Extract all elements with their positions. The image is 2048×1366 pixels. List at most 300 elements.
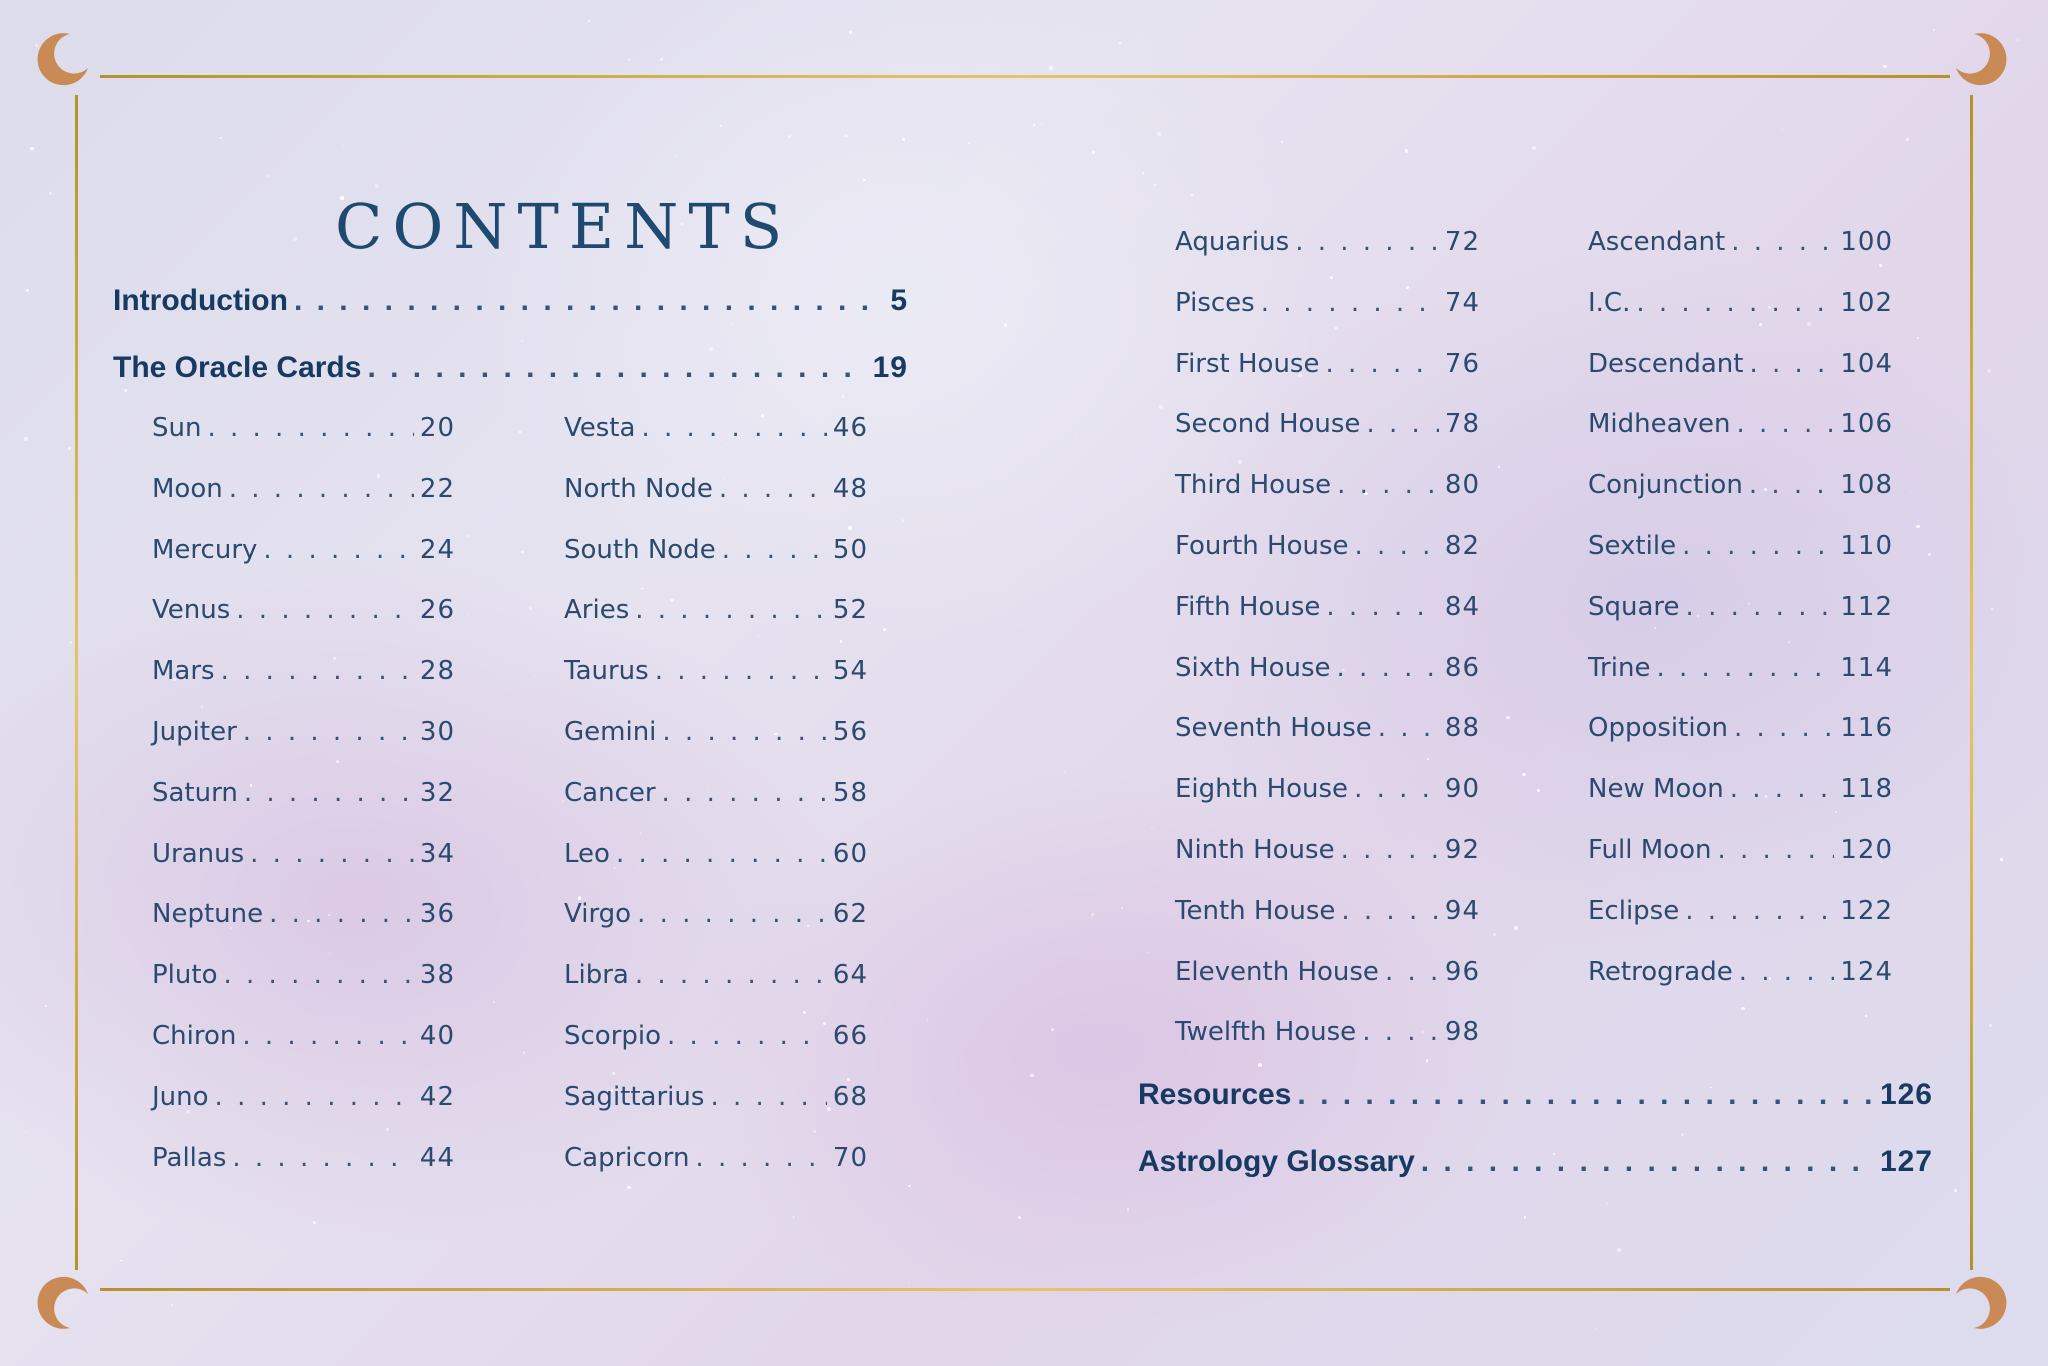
toc-entry-label: Capricorn (564, 1142, 690, 1173)
dot-leader (1636, 288, 1834, 318)
toc-entry[interactable] (1175, 349, 1480, 379)
dot-leader (1734, 713, 1834, 743)
star-dot (120, 1260, 122, 1262)
toc-entry-label: Mercury (152, 534, 258, 565)
toc-entry-page: 108 (1840, 470, 1893, 501)
dot-leader (1736, 409, 1834, 439)
toc-entry[interactable] (564, 1082, 868, 1112)
star-dot (628, 59, 630, 61)
toc-entry[interactable] (564, 656, 868, 686)
toc-entry[interactable] (1175, 531, 1480, 561)
star-dot (640, 832, 641, 833)
star-dot (468, 614, 469, 615)
toc-entry-page: 19 (872, 351, 908, 384)
toc-entry-label: Aquarius (1175, 227, 1290, 257)
star-dot (219, 137, 222, 140)
toc-entry-page: 36 (419, 899, 455, 930)
star-dot (1917, 337, 1919, 339)
star-dot (511, 181, 512, 182)
toc-entry-label: Saturn (152, 777, 238, 808)
toc-entry-page: 120 (1840, 835, 1893, 865)
dot-leader (250, 839, 414, 869)
star-dot (1537, 789, 1540, 792)
toc-entry[interactable] (152, 1082, 455, 1112)
crescent-moon-icon (30, 28, 94, 92)
toc-entry-label: Fourth House (1175, 531, 1349, 561)
star-dot (1091, 913, 1093, 915)
star-dot (1258, 1063, 1262, 1067)
dot-leader (1717, 835, 1834, 865)
star-dot (1238, 460, 1242, 464)
toc-entry[interactable] (152, 717, 455, 747)
dot-leader (207, 413, 413, 443)
toc-entry[interactable] (1175, 288, 1480, 318)
toc-entry[interactable] (1175, 957, 1480, 987)
dot-leader (1261, 288, 1439, 318)
toc-entry-page: 58 (832, 777, 868, 808)
frame-bottom-line (100, 1288, 1950, 1291)
page-title: CONTENTS (335, 190, 793, 263)
toc-entry[interactable] (152, 474, 455, 504)
dot-leader (229, 474, 414, 504)
dot-leader (616, 839, 827, 869)
star-dot (986, 108, 988, 110)
star-dot (30, 147, 34, 151)
dot-leader (242, 1021, 414, 1051)
toc-entry-label: Tenth House (1175, 895, 1336, 926)
star-dot (588, 20, 590, 22)
star-dot (1142, 172, 1144, 174)
toc-entry-page: 86 (1444, 652, 1480, 683)
toc-entry-page: 50 (832, 534, 868, 565)
toc-entry[interactable] (1175, 592, 1480, 622)
toc-entry[interactable] (1175, 653, 1480, 683)
dot-leader (1385, 957, 1439, 987)
toc-entry-label: Sextile (1588, 531, 1677, 561)
star-dot (24, 437, 28, 441)
star-dot (1075, 436, 1077, 438)
dot-leader (294, 284, 884, 318)
toc-entry-label: Full Moon (1588, 835, 1712, 865)
toc-entry[interactable] (564, 899, 868, 929)
star-dot (725, 444, 727, 446)
toc-entry-page: 74 (1444, 287, 1480, 318)
star-dot (641, 588, 642, 589)
star-dot (1906, 138, 1909, 141)
toc-entry-label: Uranus (152, 838, 245, 869)
star-dot (1759, 323, 1762, 326)
star-dot (1051, 1028, 1054, 1031)
dot-leader (1739, 957, 1835, 987)
star-dot (863, 179, 866, 182)
toc-entry-page: 40 (419, 1021, 455, 1051)
toc-entry-label: Vesta (564, 413, 636, 443)
toc-entry[interactable] (1588, 774, 1893, 804)
star-dot (1741, 1007, 1745, 1011)
dot-leader (367, 351, 866, 385)
toc-entry-page: 24 (419, 534, 455, 565)
toc-entry-label: Twelfth House (1175, 1017, 1357, 1048)
star-dot (313, 1221, 316, 1224)
star-dot (1335, 327, 1337, 329)
toc-entry-page: 104 (1840, 348, 1893, 379)
toc-entry[interactable] (1588, 409, 1893, 439)
star-dot (1151, 827, 1153, 829)
toc-entry-page: 30 (419, 717, 455, 747)
toc-entry-page: 42 (419, 1081, 455, 1112)
toc-entry[interactable] (1175, 1017, 1480, 1047)
toc-entry-label: The Oracle Cards (113, 351, 362, 384)
toc-entry[interactable] (1175, 713, 1480, 743)
toc-entry-page: 110 (1840, 531, 1893, 561)
toc-entry-page: 116 (1840, 713, 1893, 744)
toc-entry-page: 48 (832, 473, 868, 504)
dot-leader (1685, 896, 1834, 926)
dot-leader (641, 413, 826, 443)
toc-entry-label: Astrology Glossary (1138, 1145, 1415, 1178)
dot-leader (662, 778, 827, 808)
toc-entry-page: 20 (419, 413, 455, 443)
star-dot (1033, 124, 1035, 126)
toc-entry[interactable] (564, 1143, 868, 1173)
toc-entry-page: 96 (1444, 956, 1480, 987)
star-dot (758, 636, 759, 637)
toc-entry-label: Eclipse (1588, 895, 1680, 926)
dot-leader (1686, 592, 1835, 622)
toc-entry[interactable] (564, 1021, 868, 1051)
star-dot (627, 1186, 631, 1190)
toc-entry[interactable] (1588, 227, 1893, 257)
dot-leader (1656, 653, 1834, 683)
star-dot (45, 1005, 46, 1006)
star-dot (676, 155, 677, 156)
toc-entry-label: First House (1175, 348, 1320, 379)
toc-entry-label: Gemini (564, 717, 657, 747)
dot-leader (1326, 592, 1439, 622)
toc-entry-label: Seventh House (1175, 713, 1372, 744)
star-dot (124, 389, 126, 391)
toc-entry-label: Midheaven (1588, 409, 1731, 440)
toc-entry-label: Conjunction (1588, 470, 1743, 501)
star-dot (69, 641, 72, 644)
star-dot (375, 184, 379, 188)
star-dot (68, 447, 71, 450)
star-dot (1835, 811, 1837, 813)
toc-entry-label: Mars (152, 656, 215, 687)
toc-entry[interactable] (1588, 653, 1893, 683)
toc-entry[interactable] (1588, 470, 1893, 500)
toc-entry[interactable] (1588, 713, 1893, 743)
star-dot (1681, 1133, 1684, 1136)
star-dot (720, 125, 722, 127)
star-dot (386, 1128, 389, 1131)
star-dot (26, 1131, 28, 1133)
toc-entry[interactable] (152, 899, 455, 929)
star-dot (1013, 574, 1014, 575)
toc-entry-label: Opposition (1588, 713, 1728, 744)
toc-entry[interactable] (152, 413, 455, 443)
crescent-moon-icon (1950, 1270, 2014, 1334)
toc-entry-page: 68 (832, 1081, 868, 1112)
star-dot (293, 237, 296, 240)
toc-entry-label: Fifth House (1175, 591, 1321, 622)
star-dot (1991, 608, 1993, 610)
toc-entry-label: Sixth House (1175, 652, 1331, 683)
toc-entry-page: 126 (1879, 1078, 1933, 1111)
star-dot (1064, 772, 1066, 774)
toc-entry-page: 114 (1840, 652, 1893, 683)
toc-entry[interactable] (1175, 896, 1480, 926)
dot-leader (1337, 470, 1439, 500)
toc-entry[interactable] (1138, 1078, 1933, 1112)
dot-leader (1378, 713, 1439, 743)
toc-entry-page: 106 (1840, 409, 1893, 440)
star-dot (731, 324, 732, 325)
star-dot (1524, 1216, 1527, 1219)
toc-entry-page: 28 (419, 656, 455, 687)
toc-entry-label: Ninth House (1175, 835, 1335, 865)
star-dot (336, 760, 339, 763)
star-dot (840, 640, 842, 642)
toc-entry[interactable] (152, 1021, 455, 1051)
dot-leader (215, 1082, 414, 1112)
dot-leader (1421, 1145, 1874, 1179)
star-dot (842, 395, 845, 398)
star-dot (1606, 1203, 1607, 1204)
star-dot (883, 628, 886, 631)
dot-leader (635, 595, 827, 625)
star-dot (1522, 773, 1526, 777)
star-dot (49, 192, 52, 195)
star-dot (1426, 1059, 1428, 1061)
star-dot (1977, 842, 1978, 843)
star-dot (1989, 1024, 1992, 1027)
dot-leader (1297, 1078, 1874, 1112)
toc-entry-page: 76 (1444, 348, 1480, 379)
star-dot (1498, 466, 1500, 468)
dot-leader (269, 899, 414, 929)
star-dot (1782, 129, 1783, 130)
toc-entry-page: 52 (832, 595, 868, 626)
toc-entry-label: Cancer (564, 777, 656, 808)
star-dot (1405, 149, 1408, 152)
star-dot (1865, 1015, 1867, 1017)
toc-entry[interactable] (113, 284, 908, 318)
dot-leader (722, 535, 827, 565)
toc-entry-page: 94 (1444, 895, 1480, 926)
star-dot (445, 1076, 446, 1077)
toc-entry[interactable] (1588, 835, 1893, 865)
toc-entry-page: 26 (419, 595, 455, 626)
star-dot (1987, 369, 1991, 373)
dot-leader (1362, 1017, 1439, 1047)
toc-entry-page: 78 (1444, 409, 1480, 440)
toc-entry-label: Resources (1138, 1078, 1292, 1111)
toc-entry[interactable] (152, 839, 455, 869)
star-dot (1049, 66, 1053, 70)
toc-entry-page: 44 (419, 1142, 455, 1173)
toc-entry[interactable] (1175, 227, 1480, 257)
toc-entry-label: South Node (564, 534, 716, 565)
toc-entry[interactable] (113, 351, 908, 385)
dot-leader (719, 474, 827, 504)
toc-entry-label: Ascendant (1588, 227, 1726, 257)
dot-leader (1337, 653, 1439, 683)
dot-leader (710, 1082, 826, 1112)
toc-entry[interactable] (564, 717, 868, 747)
star-dot (788, 135, 791, 138)
star-dot (1933, 29, 1935, 31)
star-dot (1910, 491, 1912, 493)
toc-entry-label: Jupiter (152, 717, 237, 747)
star-dot (1191, 194, 1193, 196)
toc-entry[interactable] (1138, 1145, 1933, 1179)
toc-entry[interactable] (564, 595, 868, 625)
toc-entry-label: Pluto (152, 960, 218, 991)
dot-leader (1366, 409, 1438, 439)
toc-entry[interactable] (1175, 470, 1480, 500)
toc-entry[interactable] (564, 839, 868, 869)
frame-right-line (1970, 95, 1973, 1270)
toc-entry-page: 60 (832, 838, 868, 869)
toc-entry-page: 66 (832, 1021, 868, 1051)
toc-entry-page: 98 (1444, 1017, 1480, 1048)
dot-leader (637, 899, 827, 929)
star-dot (1121, 907, 1123, 909)
star-dot (1595, 1328, 1596, 1329)
toc-entry-page: 92 (1444, 835, 1480, 865)
star-dot (329, 953, 330, 954)
dot-leader (695, 1143, 826, 1173)
star-dot (95, 128, 97, 130)
toc-entry-label: Pallas (152, 1142, 227, 1173)
toc-entry-label: Sagittarius (564, 1081, 705, 1112)
toc-entry-page: 102 (1840, 287, 1893, 318)
star-dot (26, 289, 29, 292)
toc-entry-page: 46 (832, 413, 868, 443)
toc-entry[interactable] (564, 960, 868, 990)
toc-entry-page: 100 (1840, 227, 1893, 257)
star-dot (529, 607, 532, 610)
toc-entry-page: 34 (419, 838, 455, 869)
dot-leader (635, 960, 827, 990)
star-dot (1159, 405, 1163, 409)
toc-entry-label: Introduction (113, 284, 288, 317)
dot-leader (1355, 531, 1439, 561)
toc-entry[interactable] (564, 778, 868, 808)
star-dot (612, 1072, 615, 1075)
star-dot (968, 142, 970, 144)
star-dot (1916, 525, 1920, 529)
star-dot (844, 134, 847, 137)
toc-entry[interactable] (152, 960, 455, 990)
star-dot (660, 58, 663, 61)
star-dot (908, 1282, 909, 1283)
star-dot (1330, 276, 1333, 279)
toc-entry-page: 70 (832, 1142, 868, 1173)
toc-entry-label: Juno (152, 1081, 209, 1112)
toc-entry[interactable] (152, 535, 455, 565)
toc-entry[interactable] (152, 656, 455, 686)
toc-entry-label: Chiron (152, 1021, 237, 1051)
dot-leader (1341, 835, 1439, 865)
dot-leader (662, 717, 827, 747)
star-dot (521, 551, 523, 553)
toc-entry[interactable] (1588, 896, 1893, 926)
toc-entry-label: North Node (564, 473, 713, 504)
toc-entry-label: New Moon (1588, 774, 1724, 805)
toc-entry-page: 82 (1444, 531, 1480, 561)
toc-entry[interactable] (564, 474, 868, 504)
star-dot (793, 1216, 795, 1218)
toc-entry-label: Retrograde (1588, 956, 1733, 987)
toc-entry[interactable] (564, 413, 868, 443)
toc-entry[interactable] (152, 778, 455, 808)
toc-entry-page: 56 (832, 717, 868, 747)
toc-entry-page: 118 (1840, 774, 1893, 805)
dot-leader (1295, 227, 1439, 257)
star-dot (343, 145, 344, 146)
toc-entry[interactable] (1588, 592, 1893, 622)
star-dot (1127, 1208, 1129, 1210)
star-dot (1506, 716, 1509, 719)
toc-entry-label: Neptune (152, 899, 264, 930)
toc-entry-label: Leo (564, 838, 610, 869)
toc-entry-label: Venus (152, 595, 231, 626)
toc-entry-page: 90 (1444, 774, 1480, 805)
star-dot (1030, 1074, 1034, 1078)
toc-entry-page: 122 (1840, 895, 1893, 926)
star-dot (267, 175, 269, 177)
toc-entry-page: 64 (832, 960, 868, 991)
toc-entry[interactable] (1175, 409, 1480, 439)
star-dot (1493, 933, 1496, 936)
toc-entry-label: Scorpio (564, 1021, 662, 1051)
star-dot (1154, 184, 1157, 187)
toc-entry-label: Eighth House (1175, 774, 1349, 805)
star-dot (849, 31, 851, 33)
toc-entry[interactable] (564, 535, 868, 565)
dot-leader (221, 656, 414, 686)
dot-leader (1325, 349, 1438, 379)
toc-entry-label: Eleventh House (1175, 956, 1379, 987)
star-dot (1427, 758, 1429, 760)
toc-entry-label: Trine (1588, 652, 1651, 683)
toc-entry-page: 84 (1444, 591, 1480, 622)
star-dot (1119, 42, 1121, 44)
toc-entry[interactable] (1588, 957, 1893, 987)
toc-entry[interactable] (1588, 349, 1893, 379)
dot-leader (1341, 896, 1439, 926)
toc-entry[interactable] (1175, 835, 1480, 865)
star-dot (534, 676, 535, 677)
toc-entry-page: 88 (1444, 713, 1480, 744)
toc-entry[interactable] (152, 1143, 455, 1173)
toc-entry[interactable] (152, 595, 455, 625)
star-dot (902, 519, 904, 521)
toc-entry-page: 72 (1444, 227, 1480, 257)
star-dot (848, 526, 852, 530)
toc-entry[interactable] (1588, 531, 1893, 561)
star-dot (1157, 132, 1161, 136)
toc-entry[interactable] (1175, 774, 1480, 804)
dot-leader (1730, 774, 1835, 804)
dot-leader (667, 1021, 827, 1051)
star-dot (1018, 1216, 1021, 1219)
crescent-moon-icon (30, 1270, 94, 1334)
toc-entry-label: Sun (152, 413, 202, 443)
toc-entry[interactable] (1588, 288, 1893, 318)
